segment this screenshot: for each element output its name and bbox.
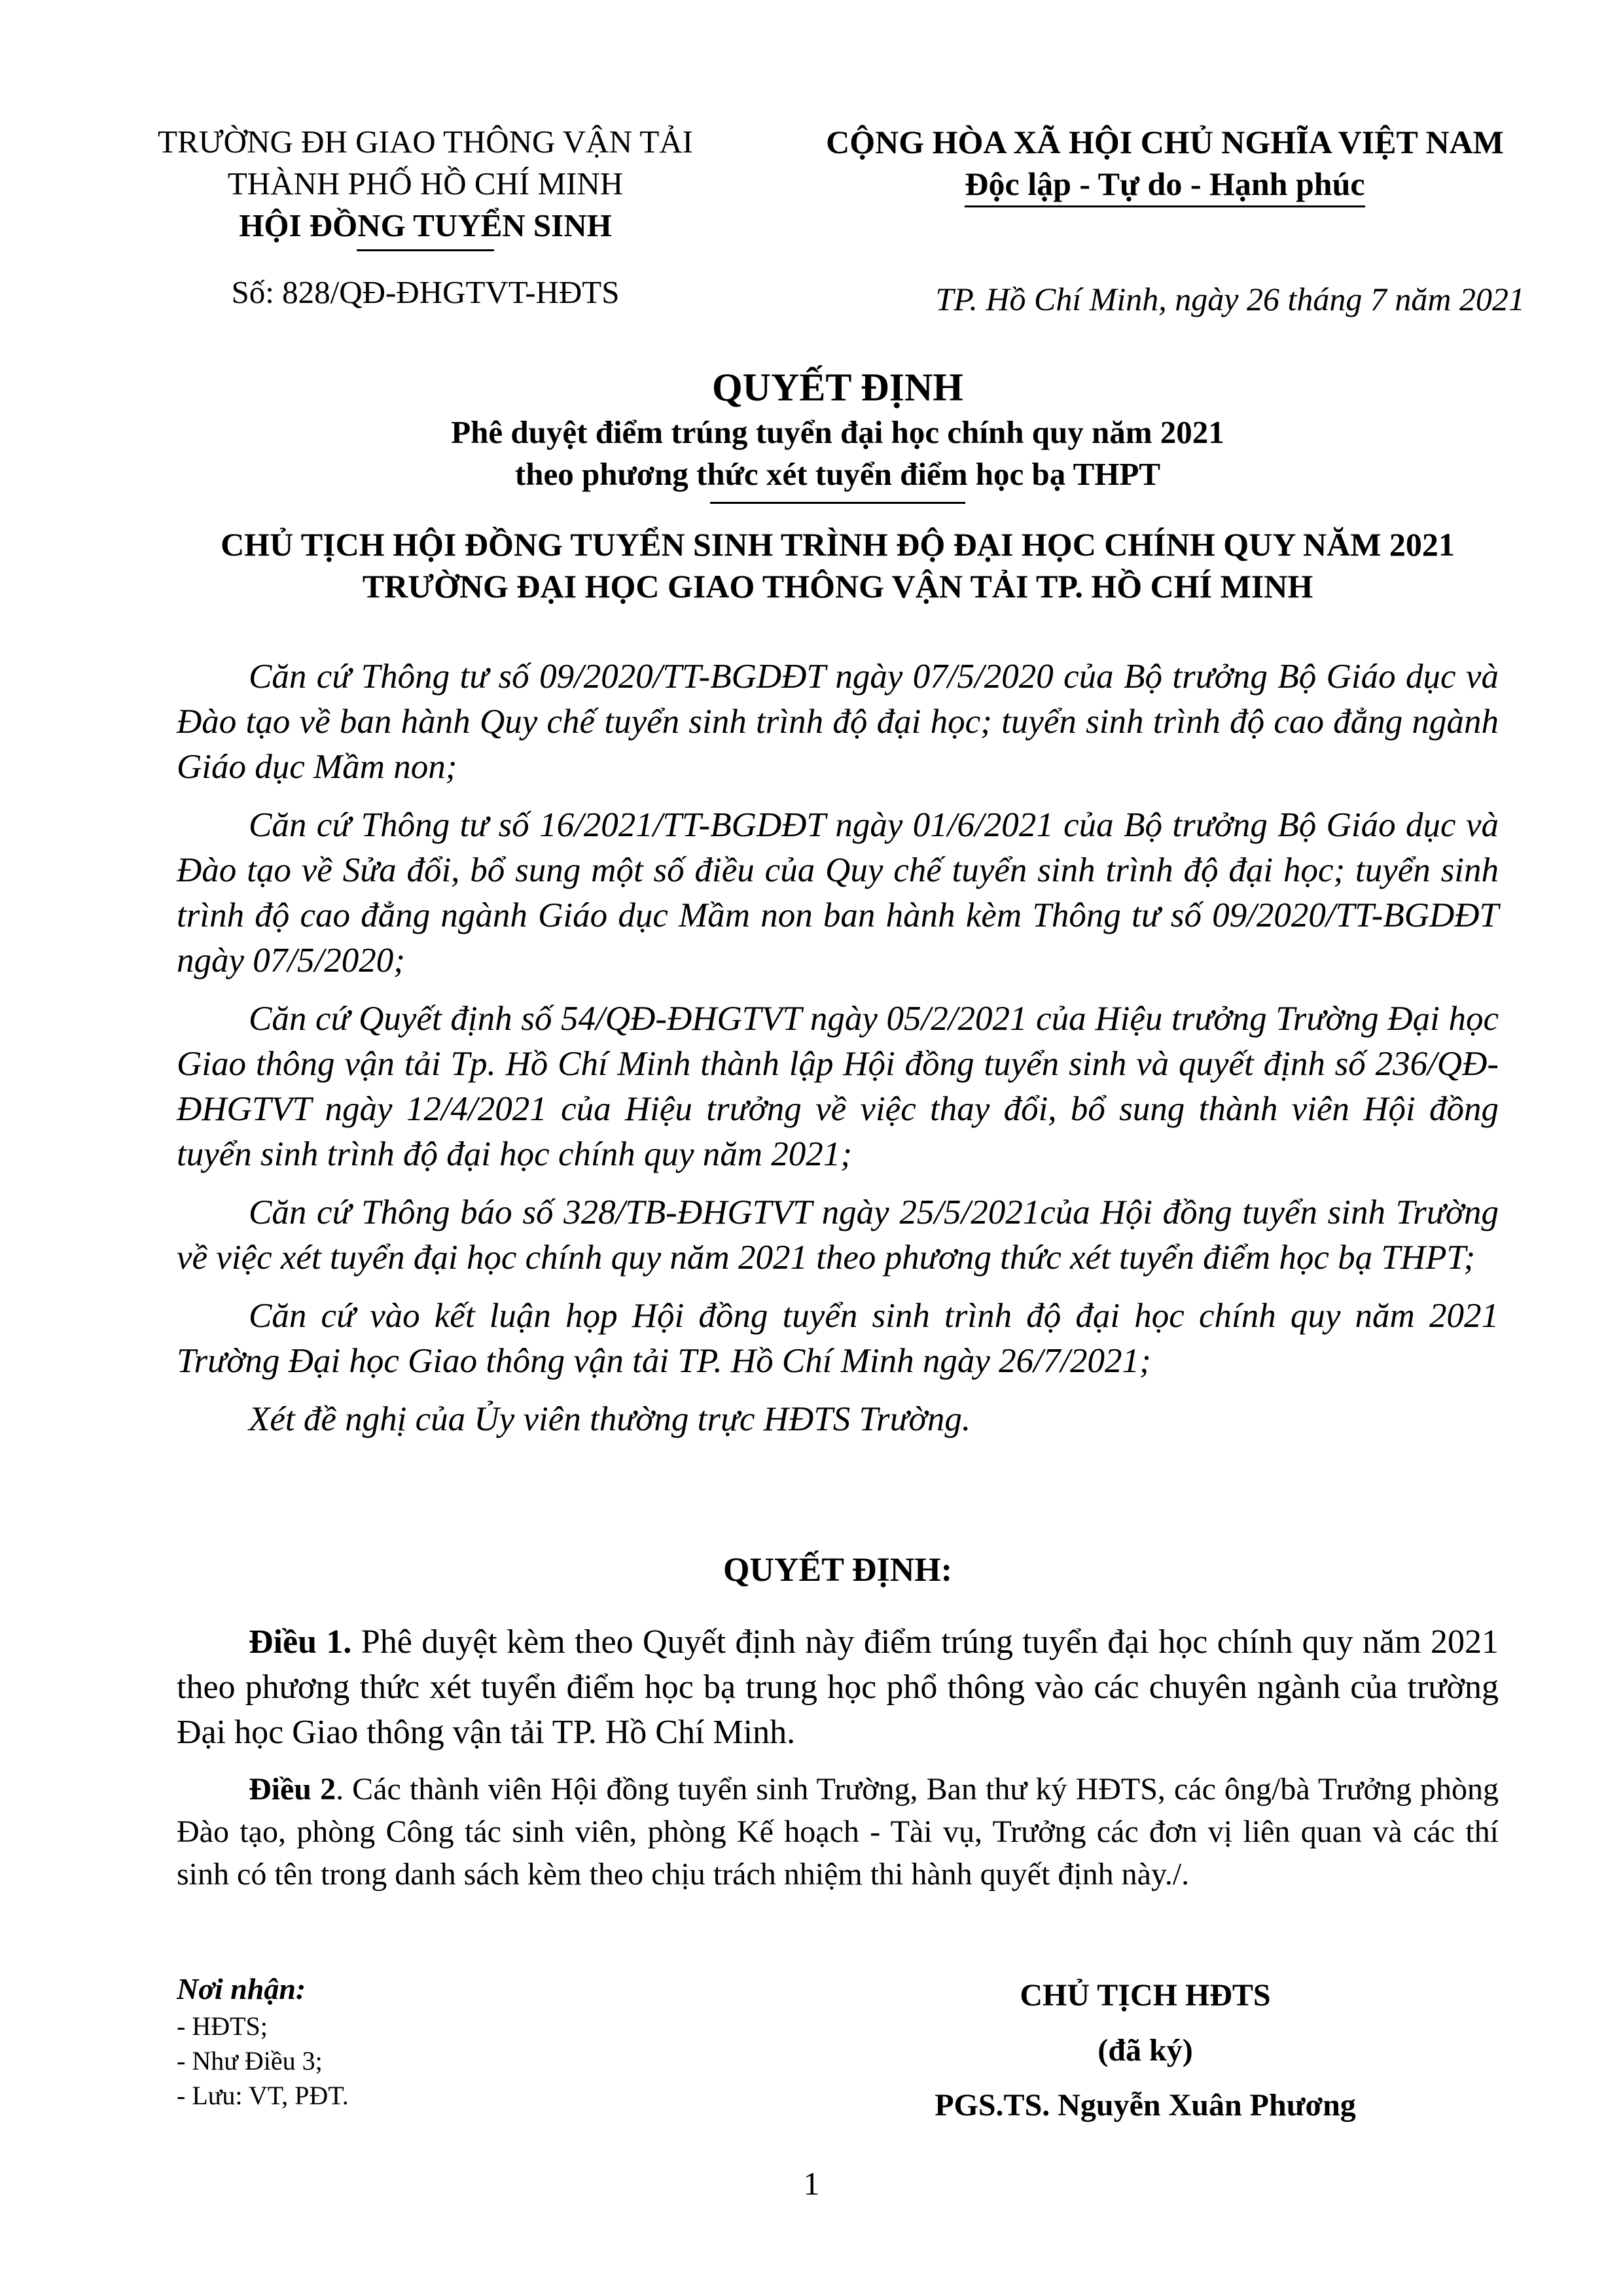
preamble-paragraph: Căn cứ Thông tư số 16/2021/TT-BGDĐT ngày 01/6/2021 của Bộ trưởng Bộ Giáo dục và Đào tạo về Sửa đổi, bổ sung một số điều của Quy chế tuyển sinh trình độ đại học; tuyển sinh trình độ cao đẳng ngành Giáo dục Mầm non ban hành kèm Thông tư số 09/2020/TT-BGDĐT ngày 07/5/2020;	[177, 806, 1499, 980]
title-rule	[710, 502, 965, 504]
signer-name: PGS.TS. Nguyễn Xuân Phương	[935, 2088, 1356, 2123]
national-title: CỘNG HÒA XÃ HỘI CHỦ NGHĨA VIỆT NAM	[826, 124, 1504, 160]
article-2-label: Điều 2	[249, 1772, 336, 1807]
preamble-paragraph: Căn cứ Thông báo số 328/TB-ĐHGTVT ngày 25/5/2021của Hội đồng tuyển sinh Trường về việc xét tuyển đại học chính quy năm 2021 theo phương thức xét tuyển điểm học bạ THPT;	[177, 1193, 1499, 1277]
preamble-paragraph: Căn cứ Quyết định số 54/QĐ-ĐHGTVT ngày 05/2/2021 của Hiệu trưởng Trường Đại học Giao thông vận tải Tp. Hồ Chí Minh thành lập Hội đồng tuyển sinh và quyết định số 236/QĐ-ĐHGTVT ngày 12/4/2021 của Hiệu trưởng về việc thay đổi, bổ sung thành viên Hội đồng tuyển sinh trình độ đại học chính quy năm 2021;	[177, 1000, 1499, 1173]
page-number: 1	[803, 2165, 820, 2202]
signer-title: CHỦ TỊCH HĐTS	[1020, 1978, 1271, 2013]
authority-line-3: HỘI ĐỒNG TUYỂN SINH	[239, 207, 612, 243]
article-2	[177, 1768, 1499, 1896]
articles	[177, 1619, 1499, 1909]
decision-heading: QUYẾT ĐỊNH:	[722, 1551, 953, 1589]
article-2-text: . Các thành viên Hội đồng tuyển sinh Trường, Ban thư ký HĐTS, các ông/bà Trưởng phòng Đào tạo, phòng Công tác sinh viên, phòng Kế hoạch - Tài vụ, Trưởng các đơn vị liên quan và các thí sinh có tên trong danh sách kèm theo chịu trách nhiệm thi hành quyết định này./.	[177, 1772, 1499, 1892]
signature-block	[851, 1968, 1440, 2133]
recipients-title: Nơi nhận:	[177, 1972, 306, 2005]
recipients-block	[177, 1969, 635, 2113]
preamble	[177, 654, 1499, 1455]
chair-line-1: CHỦ TỊCH HỘI ĐỒNG TUYỂN SINH TRÌNH ĐỘ ĐẠI HỌC CHÍNH QUY NĂM 2021	[221, 526, 1455, 563]
authority-underline	[357, 249, 494, 251]
authority-line-2: THÀNH PHỐ HỒ CHÍ MINH	[227, 166, 624, 202]
recipient-item: - Như Điều 3;	[177, 2046, 323, 2075]
article-1	[177, 1619, 1499, 1755]
document-number: Số: 828/QĐ-ĐHGTVT-HĐTS	[231, 274, 620, 310]
preamble-paragraph: Căn cứ Thông tư số 09/2020/TT-BGDĐT ngày 07/5/2020 của Bộ trưởng Bộ Giáo dục và Đào tạo về ban hành Quy chế tuyển sinh trình độ đại học; tuyển sinh trình độ cao đẳng ngành Giáo dục Mầm non;	[177, 658, 1499, 786]
issuing-authority	[157, 121, 694, 251]
article-1-label: Điều 1.	[249, 1623, 352, 1661]
document-title: QUYẾT ĐỊNH	[712, 366, 963, 409]
national-motto: Độc lập - Tự do - Hạnh phúc	[965, 165, 1364, 207]
document-title-block	[157, 363, 1518, 504]
chair-line-2: TRƯỜNG ĐẠI HỌC GIAO THÔNG VẬN TẢI TP. HỒ CHÍ MINH	[362, 568, 1313, 605]
national-header	[805, 121, 1525, 207]
preamble-paragraph: Căn cứ vào kết luận họp Hội đồng tuyển sinh trình độ đại học chính quy năm 2021 Trường Đại học Giao thông vận tải TP. Hồ Chí Minh ngày 26/7/2021;	[177, 1297, 1499, 1380]
preamble-paragraph: Xét đề nghị của Ủy viên thường trực HĐTS Trường.	[249, 1400, 971, 1438]
authority-line-1: TRƯỜNG ĐH GIAO THÔNG VẬN TẢI	[158, 124, 693, 160]
recipient-item: - Lưu: VT, PĐT.	[177, 2081, 349, 2110]
document-subtitle-1: Phê duyệt điểm trúng tuyển đại học chính quy năm 2021	[451, 414, 1224, 450]
signature-status: (đã ký)	[1097, 2033, 1193, 2068]
article-1-text: Phê duyệt kèm theo Quyết định này điểm trúng tuyển đại học chính quy năm 2021 theo phương thức xét tuyển điểm học bạ trung học phổ thông vào các chuyên ngành của trường Đại học Giao thông vận tải TP. Hồ Chí Minh.	[177, 1623, 1499, 1751]
document-subtitle-2: theo phương thức xét tuyển điểm học bạ THPT	[514, 456, 1161, 492]
chair-heading	[157, 523, 1518, 607]
place-date: TP. Hồ Chí Minh, ngày 26 tháng 7 năm 2021	[935, 281, 1525, 317]
recipient-item: - HĐTS;	[177, 2011, 268, 2041]
